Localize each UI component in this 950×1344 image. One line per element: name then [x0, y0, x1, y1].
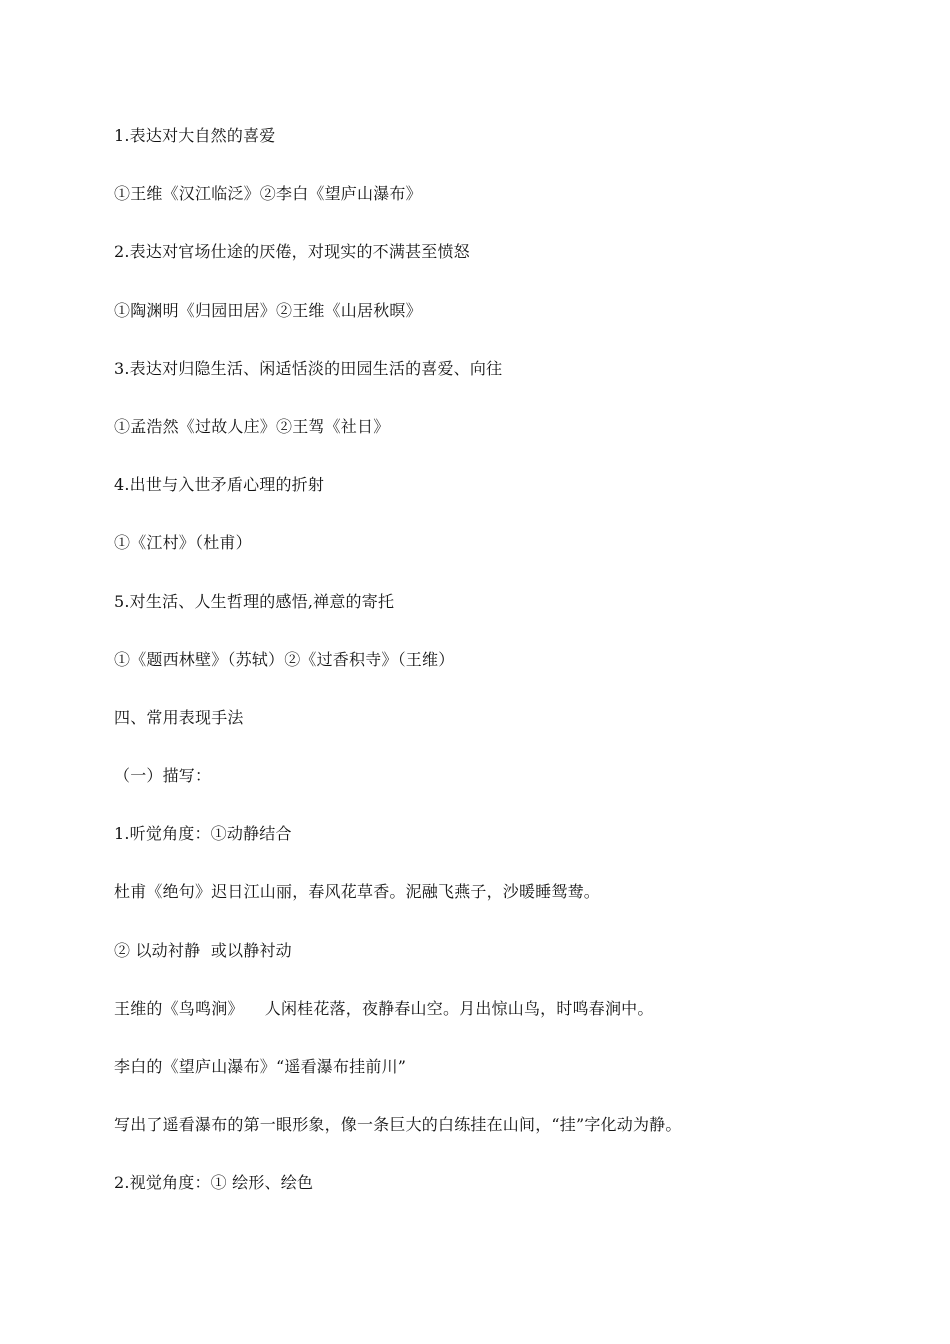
section-heading-techniques: 四、常用表现手法 — [114, 707, 244, 727]
heading-auditory-angle: 1.听觉角度：①动静结合 — [114, 824, 292, 844]
document-body — [114, 124, 874, 1230]
poem-example-line: 李白的《望庐山瀑布》“遥看瀑布挂前川” — [114, 1057, 407, 1076]
heading-visual-angle: 2.视觉角度：① 绘形、绘色 — [114, 1173, 314, 1193]
heading-love-of-nature: 1.表达对大自然的喜爱 — [114, 126, 276, 145]
example-line: ①孟浩然《过故人庄》②王驾《社日》 — [114, 416, 390, 436]
poem-example-line: 杜甫《绝句》迟日江山丽，春风花草香。泥融飞燕子，沙暖睡鸳鸯。 — [114, 882, 601, 902]
heading-worldly-conflict: 4.出世与入世矛盾心理的折射 — [114, 475, 325, 495]
example-line: ①《江村》（杜甫） — [114, 533, 252, 553]
technique-item: ② 以动衬静 或以静衬动 — [114, 940, 292, 960]
example-line: ①陶渊明《归园田居》②王维《山居秋暝》 — [114, 300, 422, 320]
poem-example-line: 王维的《鸟鸣涧》 人闲桂花落，夜静春山空。月出惊山鸟，时鸣春涧中。 — [114, 998, 654, 1018]
heading-reclusive-life: 3.表达对归隐生活、闲适恬淡的田园生活的喜爱、向往 — [114, 358, 503, 378]
explanation-line: 写出了遥看瀑布的第一眼形象，像一条巨大的白练挂在山间，“挂”字化动为静。 — [114, 1115, 682, 1135]
example-line: ①《题西林壁》（苏轼）②《过香积寺》（王维） — [114, 649, 455, 669]
heading-weariness-of-officialdom: 2.表达对官场仕途的厌倦，对现实的不满甚至愤怒 — [114, 242, 470, 262]
subsection-heading-description: （一）描写： — [114, 766, 212, 786]
heading-philosophy-of-life: 5.对生活、人生哲理的感悟,禅意的寄托 — [114, 591, 395, 611]
example-line: ①王维《汉江临泛》②李白《望庐山瀑布》 — [114, 184, 422, 204]
